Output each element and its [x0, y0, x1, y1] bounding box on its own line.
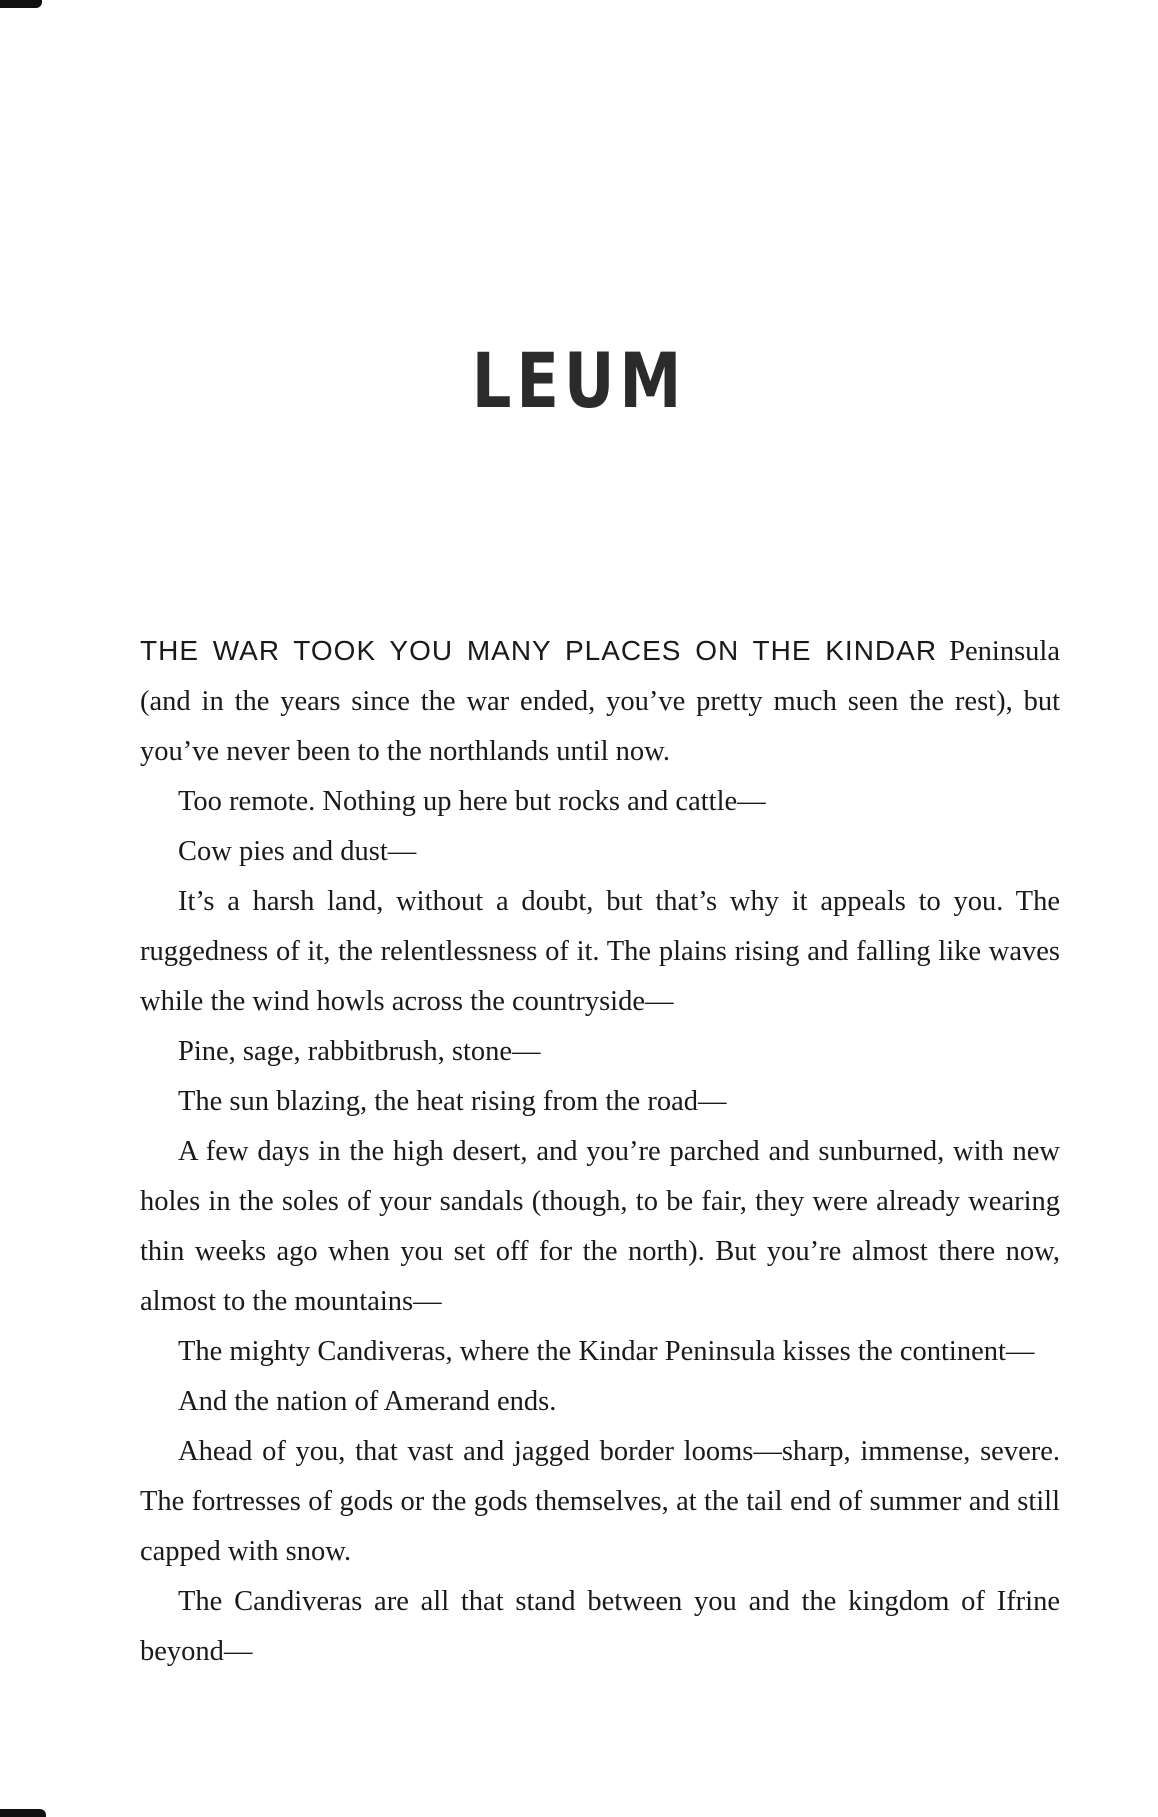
paragraph: Ahead of you, that vast and jagged border looms—sharp, immense, severe. The fortresses of gods or the gods themselves, at the tail end of summer and still capped with snow. [140, 1436, 1060, 1567]
page-edge-mark-top [0, 0, 42, 8]
paragraph: It’s a harsh land, without a doubt, but that’s why it appeals to you. The ruggedness of it, the relentlessness of it. The plains rising and falling like waves while the wind howls across the countryside— [140, 886, 1060, 1017]
chapter-title: LEUM [471, 336, 687, 425]
opening-caps: THE WAR TOOK YOU MANY PLACES ON THE KINDAR [140, 635, 938, 666]
opening-rest: Peninsula (and in the years since the war ended, you’ve pretty much seen the rest), but you’ve never been to the northlands until now. [140, 636, 1060, 767]
paragraph: A few days in the high desert, and you’re parched and sunburned, with new holes in the soles of your sandals (though, to be fair, they were already wearing thin weeks ago when you set off for the north). But you’re almost there now, almost to the mountains— [140, 1136, 1060, 1317]
paragraph: Cow pies and dust— [178, 836, 417, 867]
paragraph: And the nation of Amerand ends. [178, 1386, 557, 1417]
paragraph: Too remote. Nothing up here but rocks and cattle— [178, 786, 766, 817]
opening-paragraph [140, 626, 1060, 777]
body-text [140, 626, 1060, 1677]
paragraph: The sun blazing, the heat rising from the road— [178, 1086, 727, 1117]
page-edge-mark-bottom [0, 1809, 46, 1817]
paragraph: Pine, sage, rabbitbrush, stone— [178, 1036, 541, 1067]
paragraph: The Candiveras are all that stand between you and the kingdom of Ifrine beyond— [140, 1586, 1060, 1667]
paragraph: The mighty Candiveras, where the Kindar Peninsula kisses the continent— [178, 1336, 1035, 1367]
